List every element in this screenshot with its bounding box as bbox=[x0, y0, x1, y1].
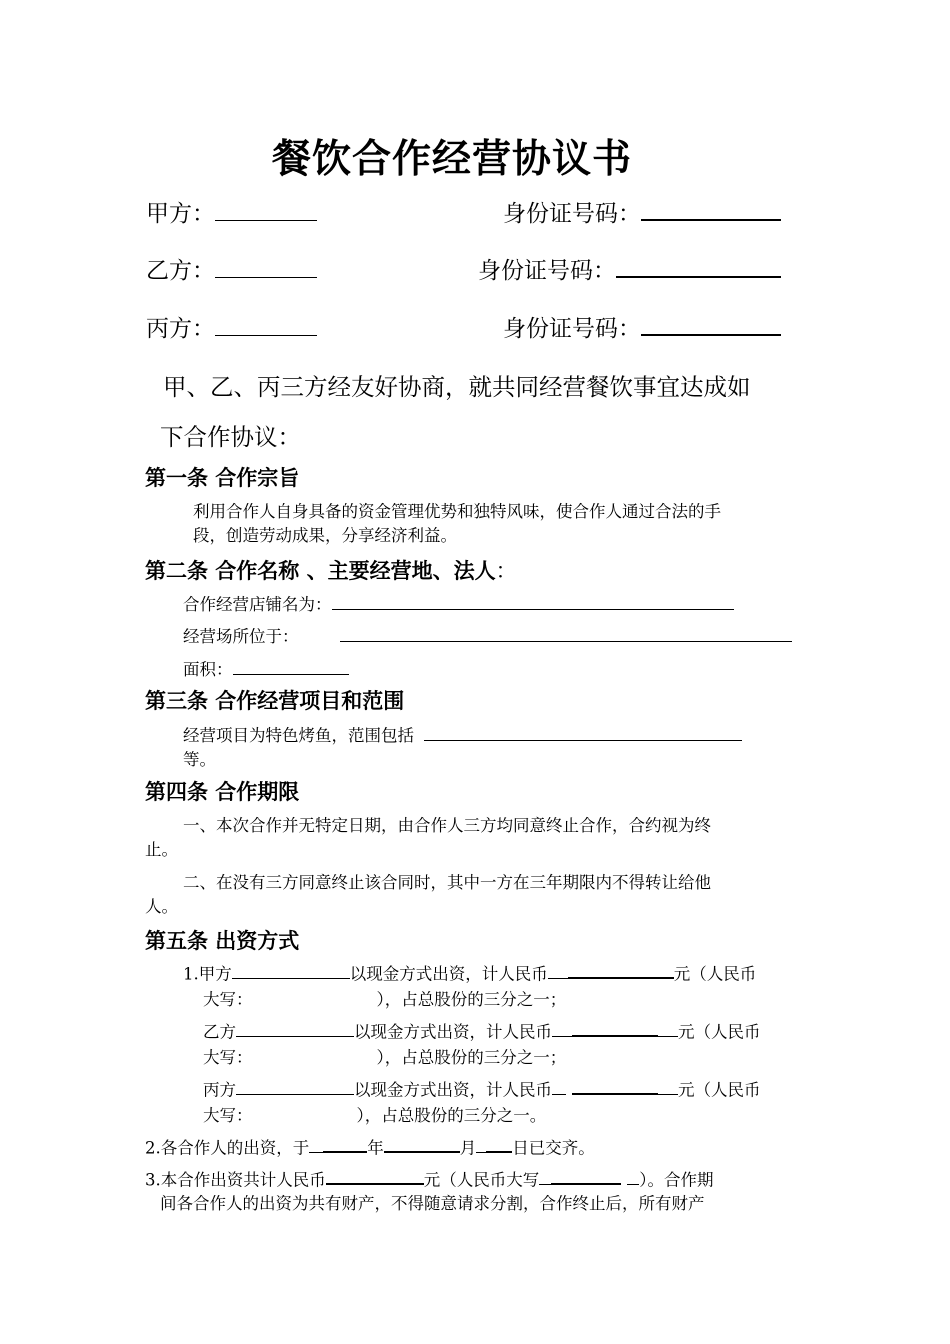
contribution-c-daxie: 大写： bbox=[203, 1106, 253, 1125]
article-1-line-2: 段，创造劳动成果，分享经济利益。 bbox=[193, 526, 457, 545]
contribution-a-unit: 元（人民币 bbox=[673, 964, 757, 984]
total-daxie-pad-2 bbox=[627, 1167, 639, 1185]
party-b-blank[interactable] bbox=[215, 253, 317, 278]
article-3-line-2: 等。 bbox=[183, 750, 216, 769]
item-2-prefix: 2.各合作人的出资，于 bbox=[145, 1138, 310, 1158]
party-b-id-label: 身份证号码： bbox=[478, 258, 616, 285]
party-a-blank[interactable] bbox=[215, 196, 317, 221]
article-2-heading-colon: ： bbox=[495, 559, 517, 583]
shop-name-row bbox=[183, 591, 734, 615]
document-title: 餐饮合作经营协议书 bbox=[272, 137, 633, 182]
contribution-c-tail: ），占总股份的三分之一。 bbox=[356, 1106, 547, 1125]
contribution-b-amount-blank[interactable] bbox=[572, 1018, 658, 1037]
party-a-id-row bbox=[503, 195, 781, 228]
contribution-c-line-1 bbox=[203, 1076, 761, 1100]
party-c-label: 丙方： bbox=[146, 316, 215, 342]
year-label: 年 bbox=[367, 1138, 384, 1158]
article-3-line-1 bbox=[183, 722, 742, 746]
article-2-heading bbox=[145, 555, 517, 585]
intro-line-1: 甲、乙、丙三方经友好协商，就共同经营餐饮事宜达成如 bbox=[163, 373, 751, 401]
article-3-heading: 第三条 合作经营项目和范围 bbox=[145, 689, 405, 713]
article-4-clause-1-line-2: 止。 bbox=[145, 840, 178, 859]
party-b-label: 乙方： bbox=[146, 258, 215, 284]
contribution-b-unit: 元（人民币 bbox=[678, 1022, 761, 1042]
party-a-id-label: 身份证号码： bbox=[503, 201, 641, 228]
total-amount-blank[interactable] bbox=[326, 1166, 424, 1185]
contribution-c-line-2 bbox=[203, 1102, 546, 1126]
month-label: 月 bbox=[459, 1138, 477, 1158]
contribution-a-line-1 bbox=[183, 960, 756, 984]
party-a-row bbox=[146, 195, 317, 228]
item-3-prefix: 3.本合作出资共计人民币 bbox=[145, 1170, 326, 1190]
month-blank[interactable] bbox=[384, 1134, 460, 1153]
party-c-row bbox=[146, 310, 317, 343]
year-blank[interactable] bbox=[323, 1134, 367, 1153]
location-label: 经营场所位于： bbox=[183, 627, 299, 646]
total-daxie-blank[interactable] bbox=[551, 1166, 621, 1185]
contribution-c-amount-pad-2 bbox=[658, 1077, 678, 1095]
year-pad bbox=[309, 1135, 323, 1153]
party-c-id-row bbox=[503, 310, 781, 343]
party-b-row bbox=[146, 252, 317, 285]
article-5-heading: 第五条 出资方式 bbox=[145, 929, 300, 953]
shop-name-label: 合作经营店铺名为： bbox=[183, 595, 332, 614]
party-c-blank[interactable] bbox=[215, 311, 317, 336]
article-1-heading: 第一条 合作宗旨 bbox=[145, 466, 300, 490]
contribution-c-amount-pad bbox=[552, 1077, 566, 1095]
contribution-b-party: 乙方 bbox=[203, 1022, 236, 1042]
contribution-b-daxie: 大写： bbox=[203, 1048, 253, 1067]
day-label: 日已交齐。 bbox=[512, 1138, 595, 1158]
contribution-a-line-2 bbox=[203, 986, 566, 1010]
party-b-id-blank[interactable] bbox=[616, 252, 781, 278]
contribution-b-amount-pad bbox=[552, 1019, 572, 1037]
contribution-c-unit: 元（人民币 bbox=[678, 1080, 761, 1100]
scope-label: 经营项目为特色烤鱼，范围包括 bbox=[183, 726, 414, 745]
contribution-c-party-blank[interactable] bbox=[236, 1077, 354, 1095]
contribution-b-line-1 bbox=[203, 1018, 761, 1042]
scope-blank[interactable] bbox=[424, 723, 742, 741]
contribution-a-daxie: 大写： bbox=[203, 990, 253, 1009]
location-row bbox=[183, 623, 792, 647]
article-2-heading-text: 第二条 合作名称 、主要经营地、法人 bbox=[145, 559, 496, 583]
contribution-a-party: 甲方 bbox=[198, 964, 232, 984]
contribution-b-party-blank[interactable] bbox=[236, 1019, 354, 1037]
shop-name-blank[interactable] bbox=[332, 592, 734, 610]
article-4-clause-2-line-1: 二、在没有三方同意终止该合同时，其中一方在三年期限内不得转让给他 bbox=[183, 873, 711, 892]
contribution-b-line-2 bbox=[203, 1044, 566, 1068]
contribution-c-amount-blank[interactable] bbox=[572, 1076, 658, 1095]
item-3-line-2: 间各合作人的出资为共有财产，不得随意请求分割，合作终止后，所有财产 bbox=[160, 1194, 705, 1213]
article-4-clause-1-line-1: 一、本次合作并无特定日期，由合作人三方均同意终止合作，合约视为终 bbox=[183, 816, 711, 835]
article-4-clause-2-line-2: 人。 bbox=[145, 897, 178, 916]
contribution-c-party: 丙方 bbox=[203, 1080, 236, 1100]
location-blank[interactable] bbox=[340, 624, 792, 642]
total-daxie-pad bbox=[539, 1167, 551, 1185]
article-1-line-1: 利用合作人自身具备的资金管理优势和独特风味，使合作人通过合法的手 bbox=[193, 502, 721, 521]
contribution-a-amount-pad bbox=[548, 961, 568, 979]
area-row bbox=[183, 656, 349, 680]
contribution-a-tail: ），占总股份的三分之一； bbox=[376, 990, 567, 1009]
total-yuan-label: 元（人民币大写 bbox=[423, 1170, 540, 1190]
contribution-a-party-blank[interactable] bbox=[232, 961, 350, 979]
intro-line-2: 下合作协议： bbox=[160, 423, 301, 451]
party-b-id-row bbox=[478, 252, 781, 285]
party-c-id-label: 身份证号码： bbox=[503, 316, 641, 343]
contribution-b-tail: ），占总股份的三分之一； bbox=[376, 1048, 567, 1067]
contribution-c-mid: 以现金方式出资，计人民币 bbox=[354, 1080, 552, 1100]
article-4-heading: 第四条 合作期限 bbox=[145, 780, 300, 804]
item-2-line bbox=[145, 1134, 595, 1158]
day-blank[interactable] bbox=[486, 1134, 512, 1153]
day-pad bbox=[476, 1135, 486, 1153]
contribution-a-amount-blank[interactable] bbox=[568, 960, 674, 979]
party-c-id-blank[interactable] bbox=[641, 310, 781, 336]
contribution-b-mid: 以现金方式出资，计人民币 bbox=[354, 1022, 552, 1042]
party-a-label: 甲方： bbox=[146, 201, 215, 227]
contribution-b-amount-pad-2 bbox=[658, 1019, 678, 1037]
item-3-line-1 bbox=[145, 1166, 714, 1190]
contribution-a-mid: 以现金方式出资，计人民币 bbox=[349, 964, 548, 984]
party-a-id-blank[interactable] bbox=[641, 195, 781, 221]
item-3-tail: ）。合作期 bbox=[639, 1170, 714, 1190]
area-label: 面积： bbox=[183, 660, 233, 679]
item-1-prefix: 1. bbox=[183, 964, 199, 984]
area-blank[interactable] bbox=[233, 657, 349, 675]
